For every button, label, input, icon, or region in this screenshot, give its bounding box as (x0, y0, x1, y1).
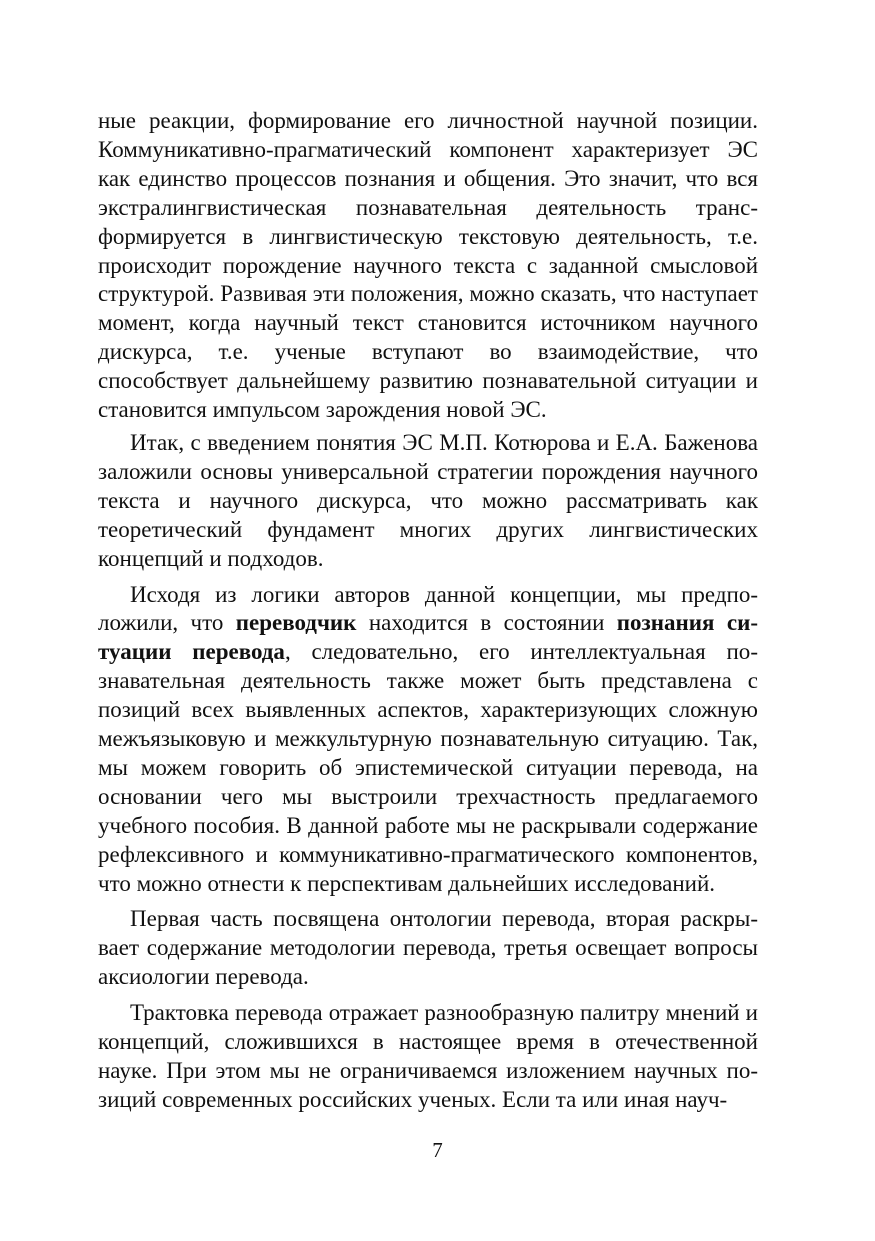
paragraph-1: ные реакции, формирование его личностной научной позиции. Коммуникативно-прагматический компонент характеризует ЭС как единство процессов познания и общения. Это значит, что вся экстралингвистическая познавательная деятельность трансформируется в лингвистическую текстовую деятельность, т.е. происходит порождение научного текста с заданной смысловой структурой. Развивая эти положения, можно сказать, что наступает момент, когда научный текст становится источником научного дискурса, т.е. ученые вступают во взаимодействие, что способствует дальнейшему развитию познавательной ситуации и становится импульсом зарождения новой ЭС. (98, 108, 758, 423)
term-translator: переводчик (235, 610, 357, 636)
paragraph-4: Первая часть посвящена онтологии перевода, вторая раскрывает содержание методологии перевода, третья освещает вопросы аксиологии перевода. (98, 906, 758, 990)
paragraph-5: Трактовка перевода отражает разнообразную палитру мнений и концепций, сложившихся в настоящее время в отечественной науке. При этом мы не ограничиваемся изложением научных позиций современных российских ученых. Если та или иная науч- (98, 1000, 758, 1112)
page-number: 7 (432, 1138, 443, 1162)
term-translation-situation: познания ситуации перевода (98, 610, 759, 665)
page-body (98, 107, 758, 1115)
paragraph-3-text-2: находится в состоянии (356, 610, 617, 636)
paragraph-3 (98, 581, 758, 899)
paragraph-3-text-1: Исходя из логики авторов данной концепции, мы предположили, что (98, 581, 758, 636)
paragraph-3-text-3: , следовательно, его интеллектуальная познавательная деятельность также может быть представлена с позиций всех выявленных аспектов, характеризующих сложную межъязыковую и межкультурную познавательную ситуацию. Так, мы можем говорить об эпистемической ситуации перевода, на основании чего мы выстроили трехчастность предлагаемого учебного пособия. В данной работе мы не раскрывали содержание рефлексивного и коммуникативно-прагматического компонентов, что можно отнести к перспективам дальнейших исследований. (98, 639, 758, 896)
paragraph-2: Итак, с введением понятия ЭС М.П. Котюрова и Е.А. Баженова заложили основы универсальной стратегии порождения научного текста и научного дискурса, что можно рассматривать как теоретический фундамент многих других лингвистических концепций и подходов. (98, 429, 758, 571)
